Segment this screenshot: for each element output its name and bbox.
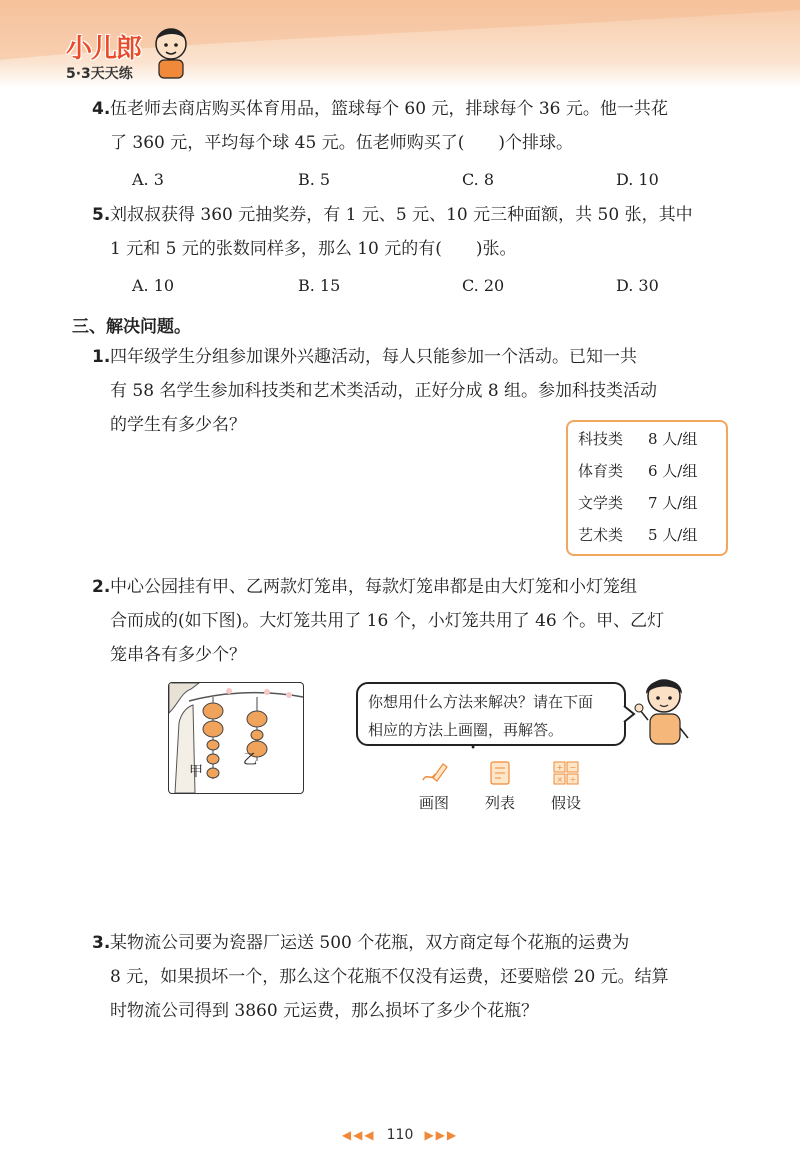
page-number: 110 [386,1127,414,1143]
question-4-options [132,170,732,200]
method-label: 列表 [484,794,515,812]
problem-number: 2. [92,577,111,597]
option-b: B. 15 [298,276,341,295]
problem-number: 1. [92,347,111,367]
svg-text:÷: ÷ [569,775,577,784]
speech-line [368,716,614,744]
option-b: B. 5 [298,170,331,189]
method-options [0,760,800,820]
right-arrows-icon: ▶▶▶ [424,1128,459,1142]
lantern-label-yi: 乙 [243,752,257,768]
activity-table [566,420,728,556]
svg-text:+: + [556,763,564,772]
problem-text-line: 笼串各有多少个？ [110,645,246,665]
problem-text-line: 中心公园挂有甲、乙两款灯笼串，每款灯笼串都是由大灯笼和小灯笼组 [110,577,637,597]
question-4 [92,92,730,160]
question-number: 4. [92,99,111,119]
problem-2 [92,570,730,672]
question-text-line: 了 360 元，平均每个球 45 元。伍老师购买了( )个排球。 [110,133,573,153]
mascot-icon [150,24,192,80]
question-5 [92,198,730,266]
brand-name: 小儿郎 [66,34,142,64]
method-draw[interactable] [404,760,464,813]
problem-text-line: 的学生有多少名？ [110,415,246,435]
kid-icon [632,672,692,752]
problem-text-line: 8 元，如果损坏一个，那么这个花瓶不仅没有运费，还要赔偿 20 元。结算 [110,967,669,987]
activity-name: 文学类 [578,494,624,512]
table-list-icon [485,760,515,786]
activity-value: 5 人/组 [648,526,698,544]
activity-value: 7 人/组 [648,494,698,512]
section-title: 三、解决问题。 [72,317,191,337]
page-footer [0,1124,800,1143]
problem-3 [92,926,730,1028]
speech-line: 你想用什么方法来解决？请在下面 [368,693,594,711]
question-text-line: 伍老师去商店购买体育用品，篮球每个 60 元，排球每个 36 元。他一共花 [110,99,668,119]
activity-row [578,524,698,545]
activity-row [578,492,698,513]
option-d: D. 30 [616,276,659,295]
problem-text-line: 有 58 名学生参加科技类和艺术类活动，正好分成 8 组。参加科技类活动 [110,381,658,401]
speech-emphasis: 画圈 [458,721,489,739]
speech-text: ，再解答。 [488,721,564,739]
option-c: C. 20 [462,276,505,295]
option-c: C. 8 [462,170,495,189]
question-text-line: 1 元和 5 元的张数同样多，那么 10 元的有( )张。 [110,239,517,259]
activity-value: 8 人/组 [648,430,698,448]
problem-text-line: 合而成的(如下图)。大灯笼共用了 16 个，小灯笼共用了 46 个。甲、乙灯 [110,611,665,631]
svg-text:×: × [556,775,564,784]
pencil-drawing-icon [419,760,449,786]
speech-bubble [356,682,626,746]
method-label: 画图 [418,794,449,812]
method-label: 假设 [550,794,581,812]
calculator-symbols-icon [551,760,581,786]
speech-text: 相应的方法上 [368,721,459,739]
method-table[interactable] [470,760,530,813]
option-d: D. 10 [616,170,659,189]
option-a: A. 10 [132,276,175,295]
svg-text:−: − [569,763,577,772]
activity-name: 科技类 [578,430,624,448]
left-arrows-icon: ◀◀◀ [341,1128,376,1142]
brand-subtitle: 5·3天天练 [66,66,133,82]
method-assume[interactable] [536,760,596,813]
problem-number: 3. [92,933,111,953]
problem-text-line: 某物流公司要为瓷器厂运送 500 个花瓶，双方商定每个花瓶的运费为 [110,933,630,953]
activity-name: 艺术类 [578,526,624,544]
activity-name: 体育类 [578,462,624,480]
question-5-options [132,276,732,306]
lantern-label-jia: 甲 [189,764,203,780]
problem-text-line: 时物流公司得到 3860 元运费，那么损坏了多少个花瓶？ [110,1001,539,1021]
activity-row [578,460,698,481]
option-a: A. 3 [132,170,164,189]
question-number: 5. [92,205,111,225]
activity-value: 6 人/组 [648,462,698,480]
brand-logo [66,28,141,83]
problem-text-line: 四年级学生分组参加课外兴趣活动，每人只能参加一个活动。已知一共 [110,347,637,367]
activity-row [578,428,698,449]
question-text-line: 刘叔叔获得 360 元抽奖券，有 1 元、5 元、10 元三种面额，共 50 张，其中 [110,205,693,225]
